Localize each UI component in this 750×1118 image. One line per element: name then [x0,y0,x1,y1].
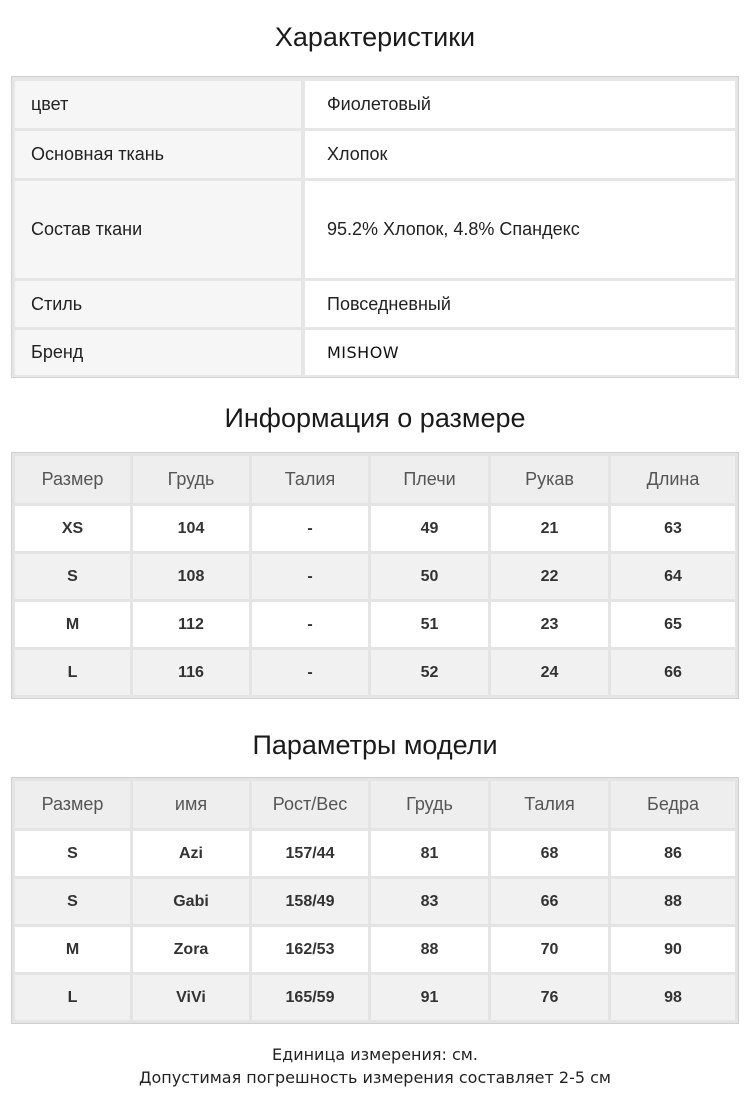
table-cell: 108 [133,554,249,599]
table-cell: 90 [611,927,735,972]
column-header: Талия [252,456,368,503]
table-cell: Zora [133,927,249,972]
table-cell: 88 [611,879,735,924]
column-header: Грудь [371,781,488,828]
size-info-title: Информация о размере [224,403,526,433]
prop-key: Стиль [15,281,301,327]
table-cell: L [15,650,130,695]
table-cell: S [15,554,130,599]
prop-value-brand [305,330,735,375]
prop-value: Хлопок [305,131,735,178]
table-cell: M [15,602,130,647]
table-cell: 65 [611,602,735,647]
table-row [15,506,735,551]
prop-row-color [15,81,735,128]
table-cell: 70 [491,927,608,972]
table-cell: M [15,927,130,972]
table-cell: L [15,975,130,1020]
table-cell: 23 [491,602,608,647]
model-params-title: Параметры модели [252,730,498,760]
table-cell: 49 [371,506,488,551]
table-cell: 63 [611,506,735,551]
column-header: Бедра [611,781,735,828]
table-cell: 64 [611,554,735,599]
table-cell: 116 [133,650,249,695]
column-header: Талия [491,781,608,828]
prop-row-composition [15,181,735,278]
table-cell: 157/44 [252,831,368,876]
table-row [15,927,735,972]
table-cell: 66 [611,650,735,695]
prop-row-fabric [15,131,735,178]
prop-key: цвет [15,81,301,128]
table-cell: 158/49 [252,879,368,924]
table-cell: 81 [371,831,488,876]
column-header: Рукав [491,456,608,503]
column-header: Плечи [371,456,488,503]
table-header-row [15,781,735,828]
column-header: Размер [15,456,130,503]
table-cell: S [15,831,130,876]
table-cell: 91 [371,975,488,1020]
table-row [15,831,735,876]
table-cell: 22 [491,554,608,599]
table-cell: 112 [133,602,249,647]
table-cell: 52 [371,650,488,695]
column-header: имя [133,781,249,828]
table-row [15,554,735,599]
prop-value: 95.2% Хлопок, 4.8% Спандекс [305,181,735,278]
table-cell: 66 [491,879,608,924]
table-cell: 104 [133,506,249,551]
table-cell: 76 [491,975,608,1020]
table-cell: 21 [491,506,608,551]
table-cell: 162/53 [252,927,368,972]
prop-key: Основная ткань [15,131,301,178]
table-cell: 98 [611,975,735,1020]
brand-logo: MISHOW [327,343,400,362]
table-cell: Azi [133,831,249,876]
table-cell: 68 [491,831,608,876]
size-table [11,452,739,699]
column-header: Рост/Вес [252,781,368,828]
table-cell: ViVi [133,975,249,1020]
prop-value: Повседневный [305,281,735,327]
table-row [15,879,735,924]
column-header: Длина [611,456,735,503]
characteristics-title: Характеристики [274,22,476,52]
table-cell: 51 [371,602,488,647]
measurement-tolerance-note: Допустимая погрешность измерения составляет 2-5 см [138,1068,611,1087]
prop-key: Состав ткани [15,181,301,278]
column-header: Размер [15,781,130,828]
table-row [15,650,735,695]
table-cell: Gabi [133,879,249,924]
table-cell: 88 [371,927,488,972]
table-cell: - [252,602,368,647]
prop-value: Фиолетовый [305,81,735,128]
table-cell: S [15,879,130,924]
model-table [11,777,739,1024]
table-row [15,975,735,1020]
table-header-row [15,456,735,503]
table-cell: 50 [371,554,488,599]
measurement-unit-note: Единица измерения: см. [272,1045,478,1064]
prop-row-brand [15,330,735,375]
characteristics-table [11,76,739,378]
table-row [15,602,735,647]
table-cell: 86 [611,831,735,876]
table-cell: 83 [371,879,488,924]
column-header: Грудь [133,456,249,503]
table-cell: - [252,506,368,551]
table-cell: - [252,554,368,599]
prop-key: Бренд [15,330,301,375]
prop-row-style [15,281,735,327]
table-cell: 24 [491,650,608,695]
table-cell: - [252,650,368,695]
table-cell: 165/59 [252,975,368,1020]
table-cell: XS [15,506,130,551]
